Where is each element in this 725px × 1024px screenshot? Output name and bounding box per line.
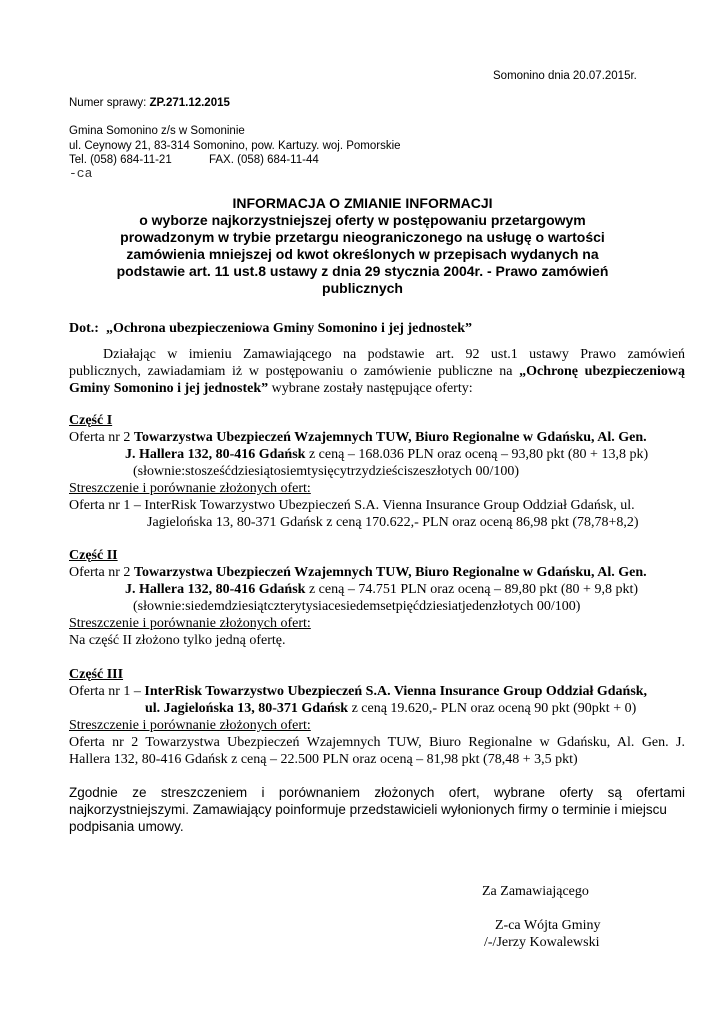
- subject-text: „Ochrona ubezpieczeniowa Gminy Somonino i jej jednostek”: [105, 321, 473, 336]
- part-1-offer-line-1: [69, 430, 647, 446]
- part-2-offer-prefix: Oferta nr 2: [69, 565, 134, 580]
- part-1-offer-address: J. Hallera 132, 80-416 Gdańsk: [125, 447, 306, 462]
- conclusion-line-2: najkorzystniejszymi. Zamawiający poinformuje przedstawicieli wyłonionych firmy o terminie i miejscu: [69, 802, 667, 817]
- part-1-offer-name: Towarzystwa Ubezpieczeń Wzajemnych TUW, Biuro Regionalne w Gdańsku, Al. Gen.: [133, 430, 647, 445]
- intro-subject-2b: „Ochronę ubezpieczeniową: [519, 364, 685, 379]
- case-number-label: Numer sprawy:: [69, 97, 150, 109]
- intro-subject-3a: Gminy Somonino i jej jednostek”: [69, 381, 269, 396]
- part-3-offer-line-1: [69, 684, 647, 700]
- part-3-other-offer-line-1: Oferta nr 2 Towarzystwa Ubezpieczeń Wzajemnych TUW, Biuro Regionalne w Gdańsku, Al. Gen. J.: [69, 735, 685, 750]
- part-3-offer-prefix: Oferta nr 1 –: [69, 684, 145, 699]
- part-2-heading: Część II: [69, 548, 118, 563]
- part-3-summary-heading: Streszczenie i porównanie złożonych ofert:: [69, 718, 311, 733]
- intro-text-3b: wybrane zostały następujące oferty:: [268, 381, 473, 396]
- conclusion-line-1: Zgodnie ze streszczeniem i porównaniem złożonych ofert, wybrane oferty są ofertami: [69, 785, 685, 800]
- part-1-other-offer-line-2: Jagielońska 13, 80-371 Gdańsk z ceną 170.622,- PLN oraz oceną 86,98 pkt (78,78+8,2): [147, 515, 639, 530]
- conclusion-line-3: podpisania umowy.: [69, 819, 184, 834]
- subject-line: [69, 321, 472, 337]
- part-2-note: Na część II złożono tylko jedną ofertę.: [69, 633, 286, 648]
- signature-name: /-/Jerzy Kowalewski: [484, 935, 600, 950]
- subject-label: Dot.:: [69, 321, 99, 336]
- title-line-1: INFORMACJA O ZMIANIE INFORMACJI: [232, 195, 493, 211]
- org-fax: FAX. (058) 684-11-44: [209, 154, 319, 166]
- intro-line-1: Działając w imieniu Zamawiającego na podstawie art. 92 ust.1 ustawy Prawo zamówień: [103, 347, 685, 362]
- signature-role: Z-ca Wójta Gminy: [495, 918, 601, 933]
- part-1-offer-prefix: Oferta nr 2: [69, 430, 134, 445]
- title-line-5: podstawie art. 11 ust.8 ustawy z dnia 29 stycznia 2004r. - Prawo zamówień: [116, 263, 609, 279]
- part-2-offer-line-2: [125, 582, 638, 598]
- case-number-line: [69, 97, 230, 109]
- intro-line-2: [69, 364, 685, 380]
- title-line-6: publicznych: [322, 280, 403, 296]
- org-phone: Tel. (058) 684-11-21: [69, 154, 172, 166]
- case-number: ZP.271.12.2015: [149, 97, 230, 109]
- signature-for-label: Za Zamawiającego: [482, 884, 589, 899]
- intro-text-2a: publicznych, zawiadamiam iż w postępowaniu o zamówienie publiczne na: [69, 364, 520, 379]
- part-3-offer-line-2: [145, 701, 636, 717]
- title-line-2: o wyborze najkorzystniejszej oferty w postępowaniu przetargowym: [139, 212, 586, 228]
- part-2-offer-name: Towarzystwa Ubezpieczeń Wzajemnych TUW, Biuro Regionalne w Gdańsku, Al. Gen.: [133, 565, 647, 580]
- org-name: Gmina Somonino z/s w Somoninie: [69, 125, 245, 137]
- place-date: Somonino dnia 20.07.2015r.: [493, 70, 637, 82]
- part-1-offer-line-2: [125, 447, 648, 463]
- part-2-offer-words: (słownie:siedemdziesiątczterytysiacesiedemsetpięćdziesiatjedenzłotych 00/100): [133, 599, 581, 614]
- document-mark: -ca: [69, 166, 93, 181]
- part-2-offer-address: J. Hallera 132, 80-416 Gdańsk: [125, 582, 306, 597]
- part-3-heading: Część III: [69, 667, 124, 682]
- part-2-summary-heading: Streszczenie i porównanie złożonych ofert:: [69, 616, 311, 631]
- part-3-offer-name: InterRisk Towarzystwo Ubezpieczeń S.A. Vienna Insurance Group Oddział Gdańsk,: [144, 684, 648, 699]
- intro-line-3: [69, 381, 473, 397]
- part-1-offer-price: z ceną – 168.036 PLN oraz oceną – 93,80 pkt (80 + 13,8 pk): [305, 447, 649, 462]
- part-1-offer-words: (słownie:stosześćdziesiątosiemtysięcytrzydzieściszeszłotych 00/100): [133, 464, 520, 479]
- org-address: ul. Ceynowy 21, 83-314 Somonino, pow. Kartuzy. woj. Pomorskie: [69, 140, 401, 152]
- part-2-offer-price: z ceną – 74.751 PLN oraz oceną – 89,80 pkt (80 + 9,8 pkt): [305, 582, 639, 597]
- title-line-3: prowadzonym w trybie przetargu nieograniczonego na usługę o wartości: [120, 229, 605, 245]
- part-3-other-offer-line-2: Hallera 132, 80-416 Gdańsk z ceną – 22.500 PLN oraz oceną – 81,98 pkt (78,48 + 3,5 pkt): [69, 752, 578, 767]
- part-1-heading: Część I: [69, 413, 113, 428]
- part-2-offer-line-1: [69, 565, 647, 581]
- part-1-other-offer-line-1: Oferta nr 1 – InterRisk Towarzystwo Ubezpieczeń S.A. Vienna Insurance Group Oddział Gdańsk, ul.: [69, 498, 635, 513]
- part-1-summary-heading: Streszczenie i porównanie złożonych ofert:: [69, 481, 311, 496]
- title-line-4: zamówienia mniejszej od kwot określonych w przepisach wydanych na: [126, 246, 599, 262]
- part-3-offer-price: z ceną 19.620,- PLN oraz oceną 90 pkt (90pkt + 0): [348, 701, 637, 716]
- part-3-offer-address: ul. Jagielońska 13, 80-371 Gdańsk: [145, 701, 349, 716]
